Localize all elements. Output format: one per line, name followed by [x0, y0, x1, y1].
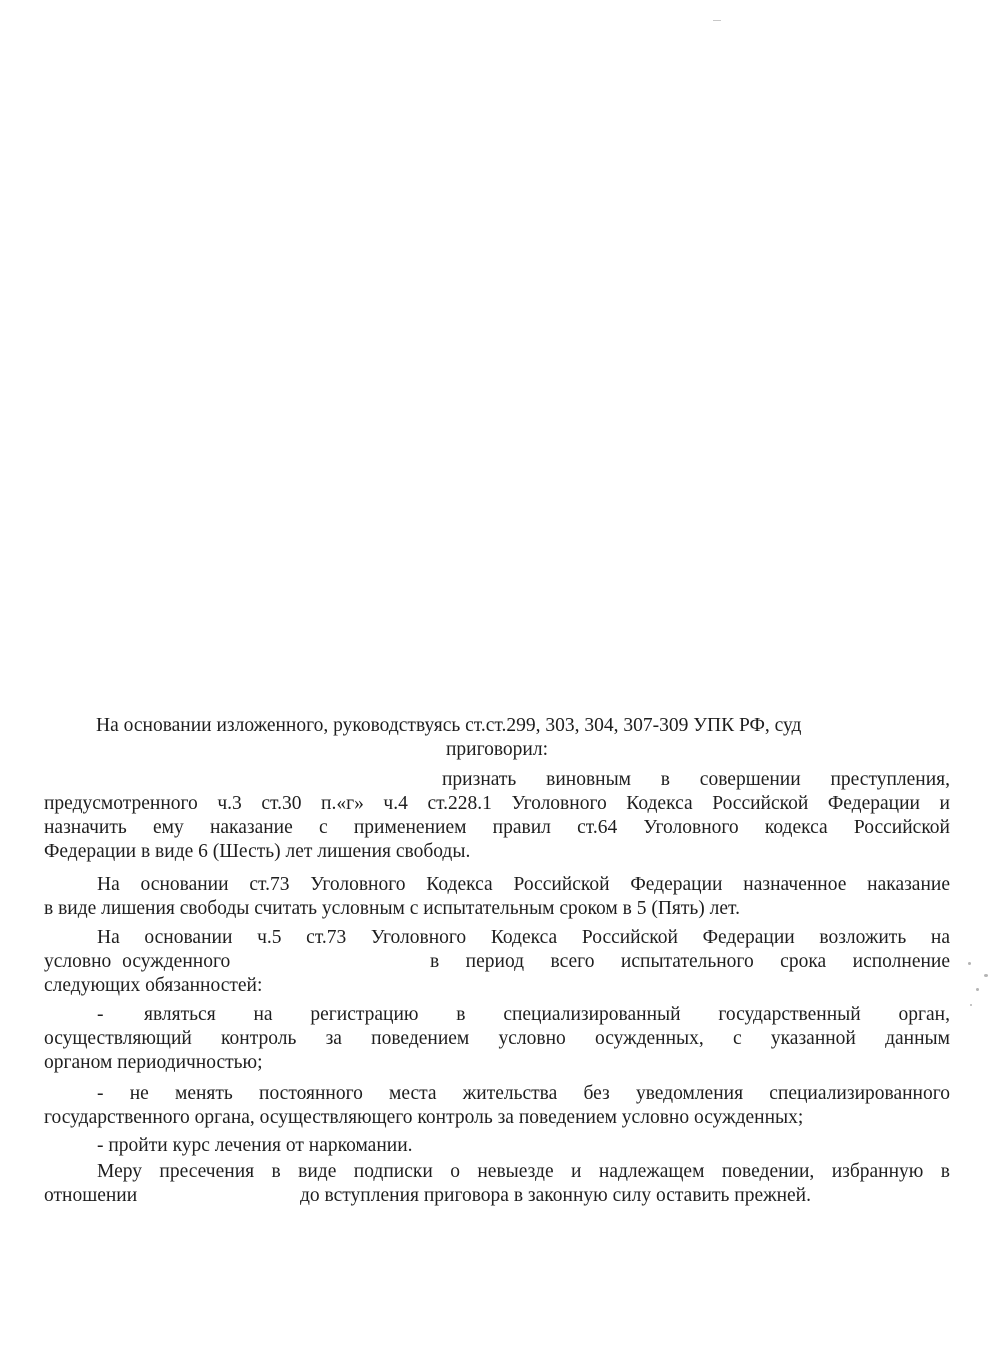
- text-line: [44, 1003, 950, 1027]
- paragraph-sentence: [44, 768, 950, 864]
- text-fragment: до вступления приговора в законную силу оставить прежней.: [300, 1185, 811, 1206]
- text-line: - пройти курс лечения от наркомании.: [97, 1135, 413, 1156]
- paragraph-obligation-2: [44, 1082, 950, 1130]
- text-line: [44, 1184, 950, 1208]
- paragraph-obligation-1: [44, 1003, 950, 1075]
- paragraph-obligations-intro: [44, 926, 950, 998]
- text-line: признать виновным в совершении преступления,: [442, 769, 950, 790]
- text-line: - не менять постоянного места жительства без уведомления специализированного: [97, 1083, 950, 1104]
- text-line: На основании ч.5 ст.73 Уголовного Кодекса Российской Федерации возложить на: [97, 927, 950, 948]
- text-fragment: отношении: [44, 1185, 138, 1206]
- list-dash: -: [97, 1004, 104, 1025]
- text-line: Меру пресечения в виде подписки о невыезде и надлежащем поведении, избранную в: [97, 1161, 950, 1182]
- text-line: На основании изложенного, руководствуясь ст.ст.299, 303, 304, 307-309 УПК РФ, суд: [96, 715, 802, 736]
- text-line: следующих обязанностей:: [44, 975, 263, 996]
- paragraph-probation: [44, 873, 950, 921]
- text-line: Федерации в виде 6 (Шесть) лет лишения свободы.: [44, 841, 471, 862]
- text-line: назначить ему наказание с применением правил ст.64 Уголовного кодекса Российской: [44, 817, 950, 838]
- text-line: предусмотренного ч.3 ст.30 п.«г» ч.4 ст.228.1 Уголовного Кодекса Российской Федерации и: [44, 793, 950, 814]
- scan-artifact: [713, 20, 721, 21]
- paragraph-obligation-3: [44, 1134, 950, 1158]
- paragraph-preventive-measure: [44, 1160, 950, 1208]
- text-fragment: в период всего испытательного срока исполнение: [430, 951, 950, 972]
- text-line: в виде лишения свободы считать условным с испытательным сроком в 5 (Пять) лет.: [44, 898, 740, 919]
- text-line: На основании ст.73 Уголовного Кодекса Российской Федерации назначенное наказание: [97, 874, 950, 895]
- text-fragment: условно осужденного: [44, 951, 231, 972]
- text-line: осуществляющий контроль за поведением условно осужденных, с указанной данным: [44, 1028, 950, 1049]
- text-fragment: являться на регистрацию в специализированный государственный орган,: [144, 1004, 950, 1025]
- scan-artifact: [966, 960, 996, 1020]
- text-line: органом периодичностью;: [44, 1052, 263, 1073]
- paragraph-grounds: [44, 714, 950, 762]
- text-line: государственного органа, осуществляющего контроль за поведением условно осужденных;: [44, 1107, 804, 1128]
- text-line: [44, 950, 950, 974]
- verdict-heading: приговорил:: [445, 739, 549, 760]
